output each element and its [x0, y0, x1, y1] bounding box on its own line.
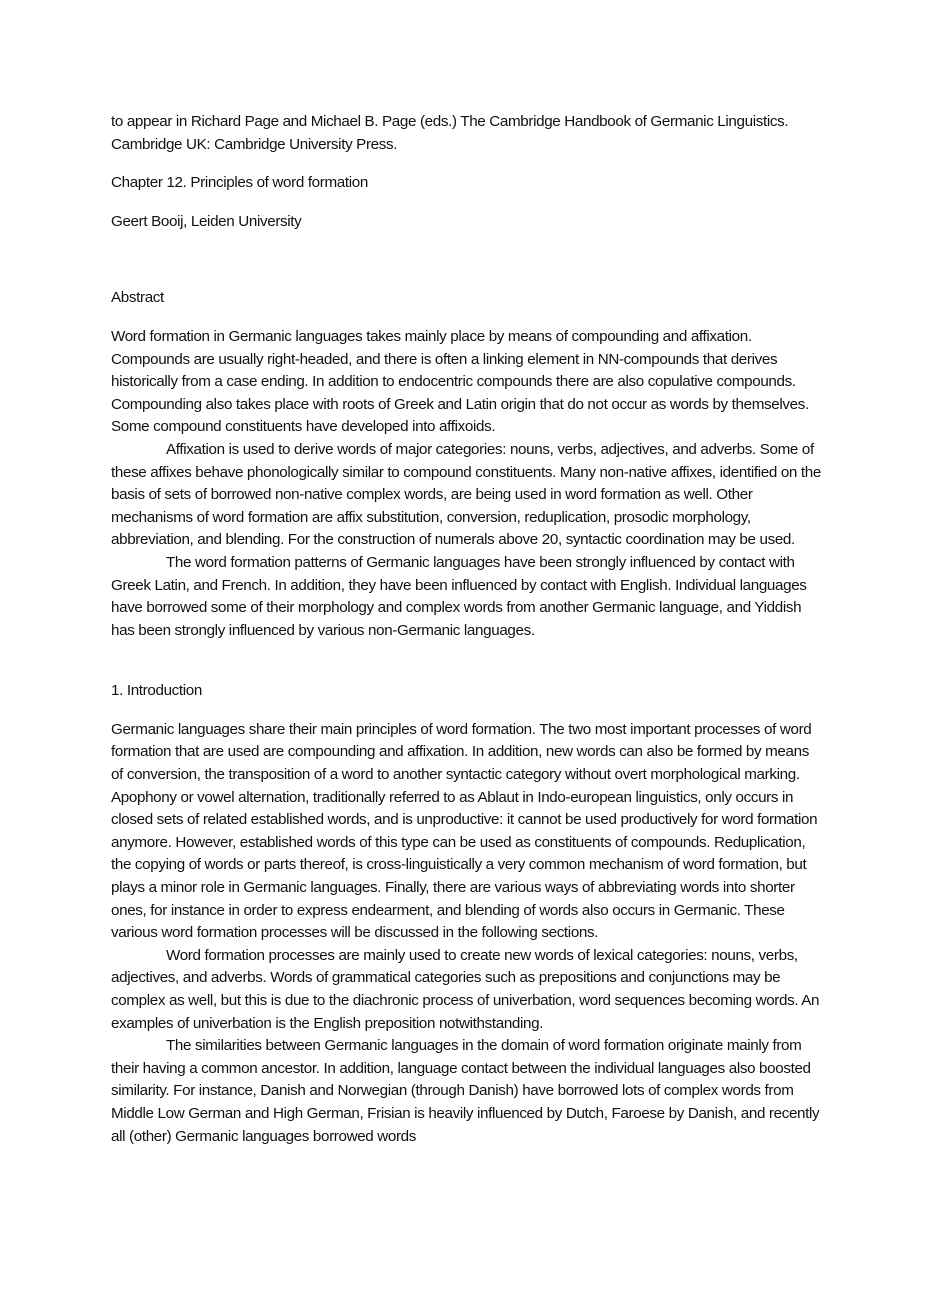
author-line: Geert Booij, Leiden University: [111, 212, 302, 230]
introduction-paragraph: Germanic languages share their main principles of word formation. The two most important processes of word formation that are used are compounding and affixation. In addition, new words can also be formed by means of conversion, the transposition of a word to another syntactic category without overt morphological marking. Apophony or vowel alternation, traditionally referred to as Ablaut in Indo-european linguistics, only occurs in closed sets of related established words, and is unproductive: it cannot be used productively for word formation anymore. However, established words of this type can be used as constituents of compounds. Reduplication, the copying of words or parts thereof, is cross-linguistically a very common mechanism of word formation, but plays a minor role in Germanic languages. Finally, there are various ways of abbreviating words into shorter ones, for instance in order to express endearment, and blending of words also occurs in Germanic. These various word formation processes will be discussed in the following sections.: [111, 720, 818, 942]
abstract-paragraph: Affixation is used to derive words of major categories: nouns, verbs, adjectives, and adverbs. Some of these affixes behave phonologically similar to compound constituents. Many non-native affixes, identified on the basis of sets of borrowed non-native complex words, are being used in word formation as well. Other mechanisms of word formation are affix substitution, conversion, reduplication, prosodic morphology, abbreviation, and blending. For the construction of numerals above 20, syntactic coordination may be used.: [111, 440, 821, 549]
introduction-paragraph: The similarities between Germanic languages in the domain of word formation originate mainly from their having a common ancestor. In addition, language contact between the individual languages also boosted similarity. For instance, Danish and Norwegian (through Danish) have borrowed lots of complex words from Middle Low German and High German, Frisian is heavily influenced by Dutch, Faroese by Danish, and recently all (other) Germanic languages borrowed words: [111, 1037, 820, 1145]
chapter-title: Chapter 12. Principles of word formation: [111, 174, 368, 192]
abstract-paragraph: Word formation in Germanic languages takes mainly place by means of compounding and affixation. Compounds are usually right-headed, and there is often a linking element in NN-compounds that derives historically from a case ending. In addition to endocentric compounds there are also copulative compounds. Compounding also takes place with roots of Greek and Latin origin that do not occur as words by themselves. Some compound constituents have developed into affixoids.: [111, 327, 809, 436]
abstract-paragraph: The word formation patterns of Germanic languages have been strongly influenced by contact with Greek Latin, and French. In addition, they have been influenced by contact with English. Individual languages have borrowed some of their morphology and complex words from another Germanic language, and Yiddish has been strongly influenced by various non-Germanic languages.: [111, 553, 807, 639]
publication-note: to appear in Richard Page and Michael B. Page (eds.) The Cambridge Handbook of Germanic Linguistics. Cambridge UK: Cambridge University Press.: [111, 113, 789, 153]
abstract-heading: Abstract: [111, 289, 164, 307]
introduction-heading: 1. Introduction: [111, 682, 202, 700]
introduction-paragraph: Word formation processes are mainly used to create new words of lexical categories: nouns, verbs, adjectives, and adverbs. Words of grammatical categories such as prepositions and conjunctions may be complex as well, but this is due to the diachronic process of univerbation, word sequences becoming words. An examples of univerbation is the English preposition notwithstanding.: [111, 946, 820, 1032]
document-page: [111, 111, 821, 1148]
